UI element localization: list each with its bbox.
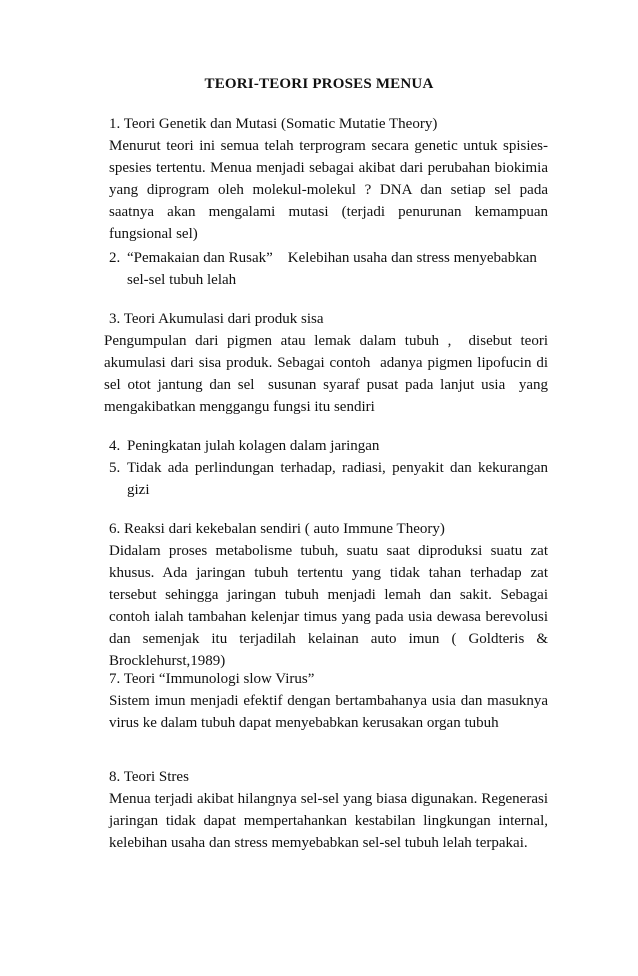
- list-text: “Pemakaian dan Rusak” Kelebihan usaha dan stress menyebabkan sel-sel tubuh lelah: [127, 250, 541, 288]
- list-number: 2.: [109, 250, 121, 266]
- section-8: [109, 766, 548, 854]
- section-6-body: Didalam proses metabolisme tubuh, suatu saat diproduksi suatu zat khusus. Ada jaringan tubuh tertentu yang tidak tahan terhadap zat tersebut sehingga jaringan tubuh menjadi lemah dan sakit. Sebagai contoh ialah tambahan kelenjar timus yang pada usia dewasa berevolusi dan semenjak itu terjadilah kelainan auto imun ( Goldteris & Brocklehurst,1989): [109, 543, 548, 669]
- section-6: [109, 518, 548, 672]
- list-number: 5.: [109, 460, 121, 476]
- list-text: Peningkatan julah kolagen dalam jaringan: [127, 438, 380, 454]
- section-7-body: Sistem imun menjadi efektif dengan bertambahanya usia dan masuknya virus ke dalam tubuh dapat menyebabkan kerusakan organ tubuh: [109, 693, 548, 731]
- section-7: [109, 668, 548, 734]
- list-item-4: [109, 435, 548, 457]
- section-4-5: [109, 435, 548, 501]
- list-number: 4.: [109, 438, 121, 454]
- list-text: Tidak ada perlindungan terhadap, radiasi, penyakit dan kekurangan gizi: [127, 460, 548, 498]
- section-3-heading: 3. Teori Akumulasi dari produk sisa: [109, 311, 324, 327]
- section-3: [104, 308, 552, 418]
- list-item-5: [109, 457, 548, 501]
- page-title: TEORI-TEORI PROSES MENUA: [204, 76, 434, 92]
- section-3-body: Pengumpulan dari pigmen atau lemak dalam tubuh , disebut teori akumulasi dari sisa produk. Sebagai contoh adanya pigmen lipofucin di sel otot jantung dan sel susunan syaraf pusat pada lanjut usia yang mengakibatkan menggangu fungsi itu sendiri: [104, 333, 552, 415]
- list-item-2: [109, 247, 548, 291]
- section-1-heading: 1. Teori Genetik dan Mutasi (Somatic Mutatie Theory): [109, 116, 438, 132]
- section-1: [109, 113, 548, 245]
- section-7-heading: 7. Teori “Immunologi slow Virus”: [109, 671, 315, 687]
- section-8-heading: 8. Teori Stres: [109, 769, 189, 785]
- section-6-heading: 6. Reaksi dari kekebalan sendiri ( auto Immune Theory): [109, 521, 445, 537]
- section-2: [109, 247, 548, 291]
- section-1-body: Menurut teori ini semua telah terprogram secara genetic untuk spisies-spesies tertentu. Menua menjadi sebagai akibat dari perubahan biokimia yang diprogram oleh molekul-molekul ? DNA dan setiap sel pada saatnya akan mengalami mutasi (terjadi penurunan kemampuan fungsional sel): [109, 138, 548, 242]
- section-8-body: Menua terjadi akibat hilangnya sel-sel yang biasa digunakan. Regenerasi jaringan tidak dapat mempertahankan kestabilan lingkungan internal, kelebihan usaha dan stress memyebabkan sel-sel tubuh lelah terpakai.: [109, 791, 548, 851]
